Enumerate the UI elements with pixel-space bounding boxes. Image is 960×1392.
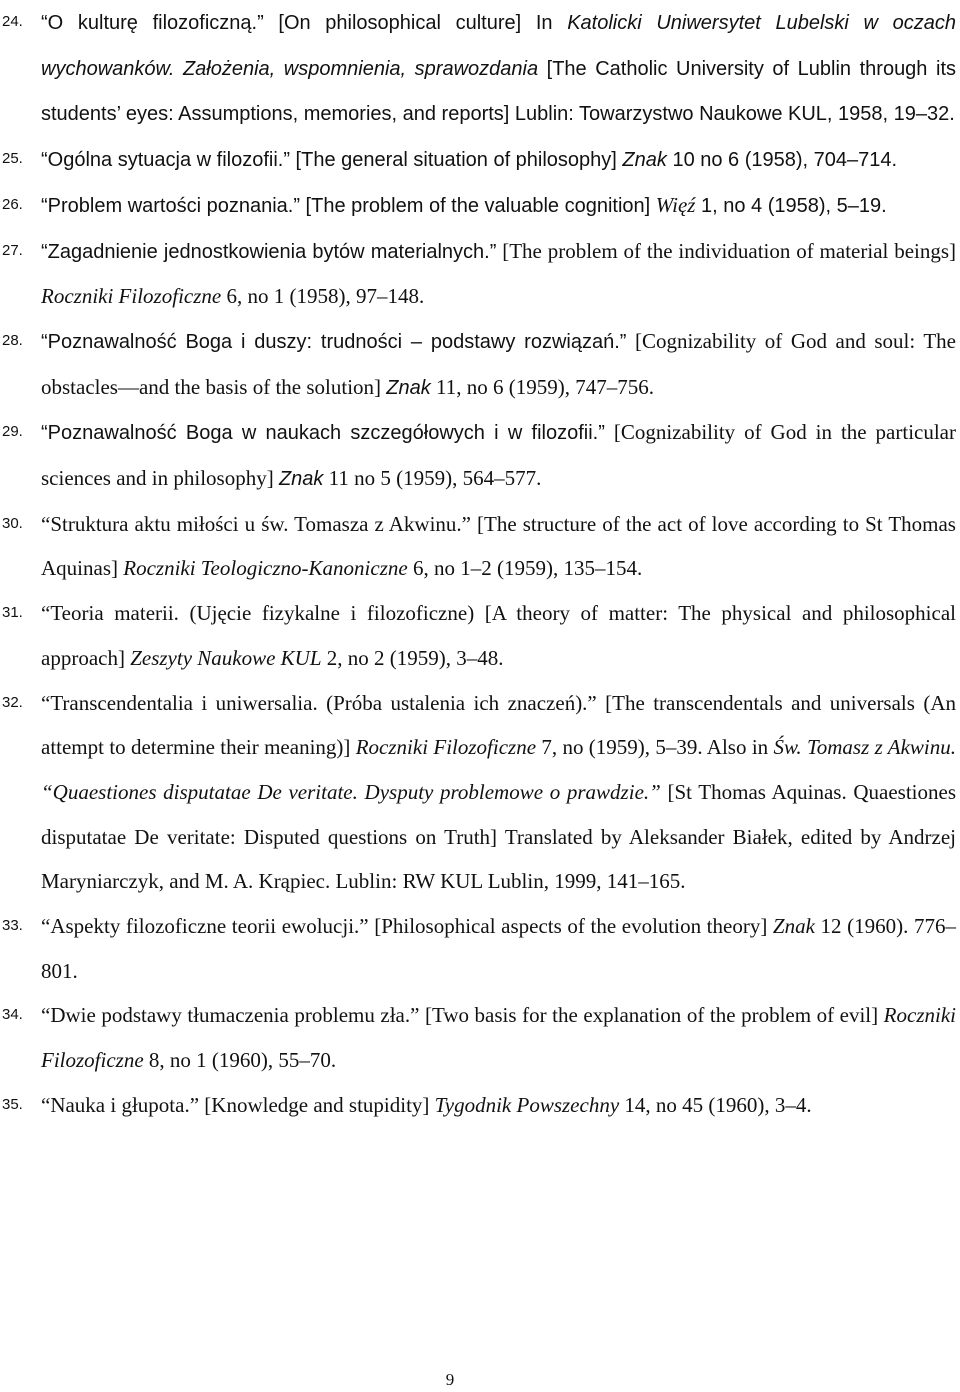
entry-source-title: Roczniki Filozoficzne xyxy=(355,735,537,760)
entry-text: 7, no (1959), 5–39. Also in xyxy=(536,735,774,760)
entry-text: “Aspekty filozoficzne teorii ewolucji.” xyxy=(41,914,369,939)
bibliography-entry xyxy=(0,502,960,591)
entry-text: 6, no 1–2 (1959), 135–154. xyxy=(407,556,643,581)
entry-text: “Ogólna sytuacja w filozofii.” xyxy=(41,149,290,172)
entry-number: 31. xyxy=(2,604,23,622)
entry-source-title: Znak xyxy=(386,376,431,399)
entry-source-title: Tygodnik Powszechny xyxy=(434,1092,620,1117)
entry-text: 2, no 2 (1959), 3–48. xyxy=(321,645,504,670)
entry-number: 26. xyxy=(2,195,23,213)
entry-text: “Struktura aktu miłości u św. Tomasza z Akwinu.” xyxy=(41,511,471,536)
entry-source-title: Św. Tomasz z Akwinu. “Quaestiones disputatae De veritate. Dysputy problemowe o prawdzie.” xyxy=(41,735,956,804)
bibliography-entry xyxy=(0,183,960,229)
entry-text: “Transcendentalia i uniwersalia. (Próba ustalenia ich znaczeń).” xyxy=(41,690,597,715)
entry-number: 34. xyxy=(2,1006,23,1024)
entry-source-title: Roczniki Teologiczno-Kanoniczne xyxy=(123,556,408,581)
entry-text: [Cognizability of God and soul: The obstacles—and the basis of the solution] xyxy=(41,328,957,399)
bibliography-entry xyxy=(0,591,960,680)
entry-text: “Teoria materii. (Ujęcie fizykalne i filozoficzne) xyxy=(41,601,475,626)
entry-source-title: Zeszyty Naukowe KUL xyxy=(130,645,322,670)
bibliography-entry xyxy=(0,0,960,137)
bibliography-entry xyxy=(0,681,960,905)
entry-text: 11, no 6 (1959), 747–756. xyxy=(430,374,654,399)
entry-text: [Philosophical aspects of the evolution theory] xyxy=(368,914,773,939)
bibliography-entry xyxy=(0,410,960,501)
entry-text: 11 no 5 (1959), 564–577. xyxy=(323,466,542,491)
entry-number: 24. xyxy=(2,13,23,30)
entry-text: 10 no 6 (1958), 704–714. xyxy=(666,149,898,172)
entry-text: 14, no 45 (1960), 3–4. xyxy=(619,1092,812,1117)
entry-source-title: Znak xyxy=(622,149,667,172)
entry-text: [The problem of the valuable cognition] xyxy=(300,194,656,217)
entry-text: “Poznawalność Boga i duszy: trudności – podstawy rozwiązań.” xyxy=(41,330,627,353)
entry-text: [The Catholic University of Lublin through its students’ eyes: Assumptions, memories, and reports] Lublin: Towarzystwo Naukowe KUL, 1958, 19–32. xyxy=(41,57,956,126)
bibliography-entry xyxy=(0,1083,960,1128)
entry-source-title: Więź xyxy=(655,192,696,217)
bibliography-entry xyxy=(0,229,960,319)
entry-text: [The problem of the individuation of material beings] xyxy=(496,238,957,263)
entry-text: “Dwie podstawy tłumaczenia problemu zła.” xyxy=(41,1003,420,1028)
entry-text: 12 (1960). 776–801. xyxy=(41,914,956,983)
entry-text: [The general situation of philosophy] xyxy=(289,149,623,172)
entry-text: “Problem wartości poznania.” xyxy=(41,194,300,217)
entry-text: [On philosophical culture] In xyxy=(263,12,568,34)
entry-number: 32. xyxy=(2,693,23,711)
entry-text: [St Thomas Aquinas. Quaestiones disputatae De veritate: Disputed questions on Truth] Translated by Aleksander Białek, edited by Andrzej Maryniarczyk, and M. A. Krąpiec. Lublin: RW KUL Lublin, 1999, 141–165. xyxy=(41,779,956,894)
page-number: 9 xyxy=(445,1370,455,1389)
entry-text: [The transcendentals and universals (An attempt to determine their meaning)] xyxy=(41,690,956,760)
entry-number: 27. xyxy=(2,241,23,259)
entry-text: [Two basis for the explanation of the problem of evil] xyxy=(419,1003,884,1028)
entry-text: 1, no 4 (1958), 5–19. xyxy=(695,194,887,217)
bibliography-entry xyxy=(0,137,960,183)
bibliography-entry xyxy=(0,319,960,410)
entry-text: 6, no 1 (1958), 97–148. xyxy=(221,284,425,309)
entry-text: [Cognizability of God in the particular sciences and in philosophy] xyxy=(41,420,956,491)
entry-text: 8, no 1 (1960), 55–70. xyxy=(143,1048,337,1073)
entry-text: “Nauka i głupota.” xyxy=(41,1092,200,1117)
entry-text: [The structure of the act of love according to St Thomas Aquinas] xyxy=(41,511,956,581)
entry-source-title: Roczniki Filozoficzne xyxy=(41,284,222,309)
entry-text: “O kulturę filozoficzną.” xyxy=(41,12,264,34)
entry-source-title: Znak xyxy=(278,468,324,491)
bibliography-entry xyxy=(0,993,960,1082)
bibliography-entry xyxy=(0,904,960,993)
entry-number: 30. xyxy=(2,514,23,532)
entry-text: [A theory of matter: The physical and philosophical approach] xyxy=(41,601,956,670)
entry-text: “Poznawalność Boga w naukach szczegółowych i w filozofii.” xyxy=(41,422,605,445)
entry-number: 29. xyxy=(2,423,23,441)
entry-source-title: Roczniki Filozoficzne xyxy=(41,1003,956,1073)
entry-text: [Knowledge and stupidity] xyxy=(199,1092,435,1117)
entry-source-title: Katolicki Uniwersytet Lubelski w oczach wychowanków. Założenia, wspomnienia, sprawozdania xyxy=(41,12,956,80)
entry-source-title: Znak xyxy=(772,914,815,939)
entry-number: 35. xyxy=(2,1095,23,1113)
entry-number: 33. xyxy=(2,917,23,935)
entry-number: 28. xyxy=(2,331,23,349)
entry-number: 25. xyxy=(2,150,23,168)
entry-text: “Zagadnienie jednostkowienia bytów materialnych.” xyxy=(41,240,497,263)
